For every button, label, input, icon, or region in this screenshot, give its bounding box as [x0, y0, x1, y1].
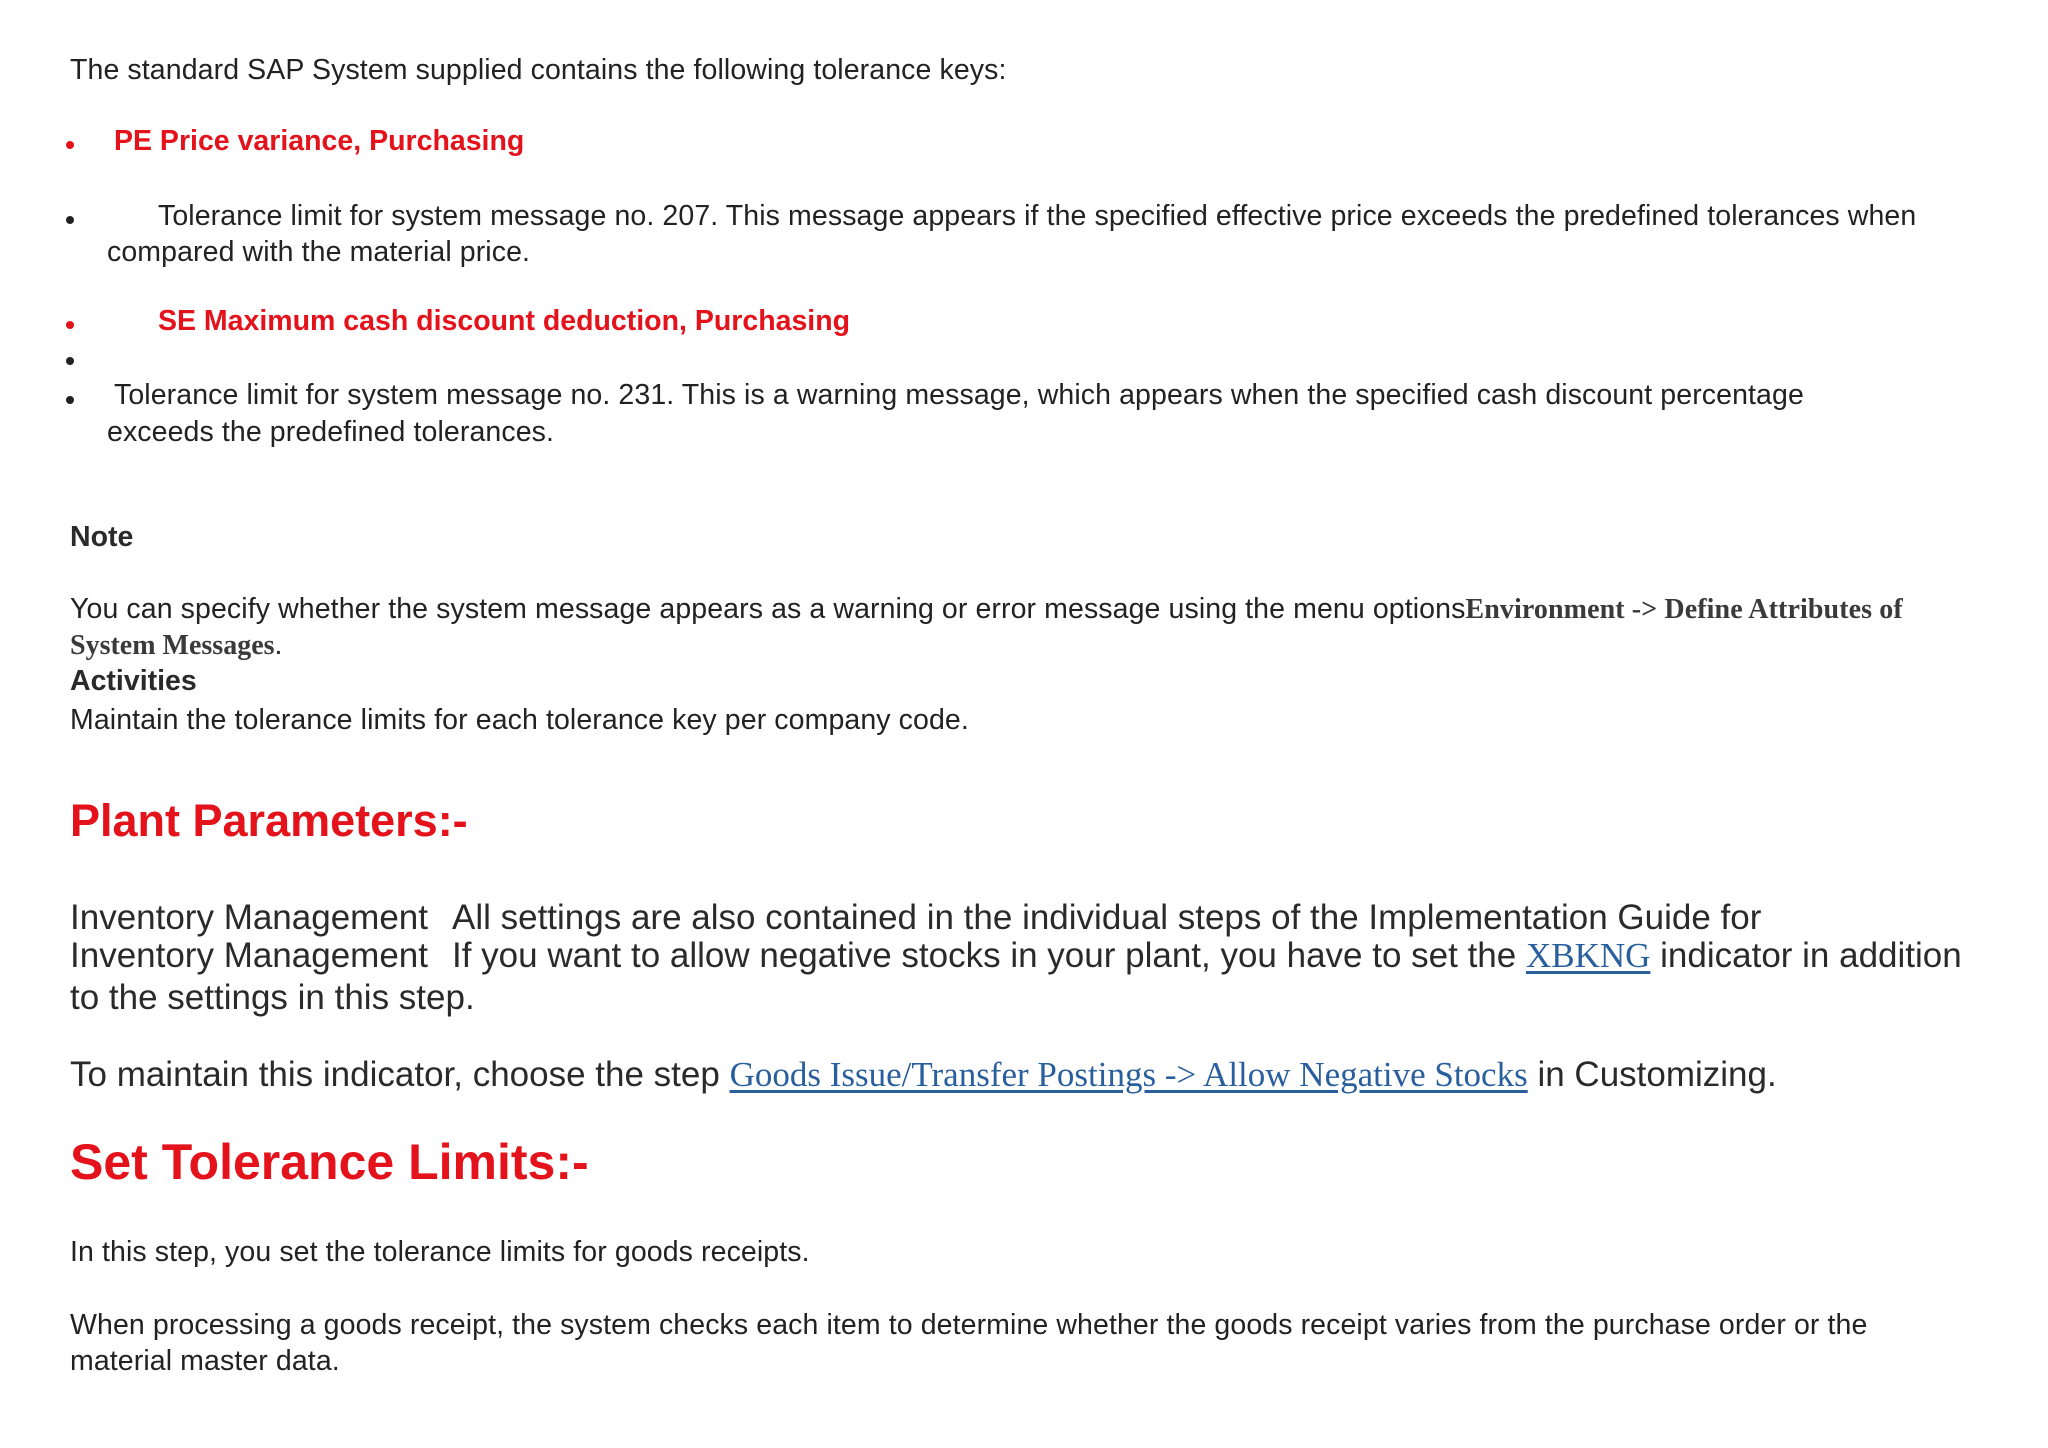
bullet-marker [66, 141, 74, 149]
note-body: You can specify whether the system message appears as a warning or error message using the menu options [70, 593, 1466, 625]
tolerance-para2-line1: When processing a goods receipt, the system checks each item to determine whether the goods receipt varies from the purchase order or the [70, 1309, 1868, 1341]
plant-line3-text: to the settings in this step. [70, 978, 475, 1017]
se-description-line2: exceeds the predefined tolerances. [107, 416, 555, 448]
plant-line2-before: If you want to allow negative stocks in your plant, you have to set the [452, 936, 1517, 975]
plant-line4-before: To maintain this indicator, choose the step [70, 1055, 720, 1094]
activities-heading: Activities [70, 665, 197, 697]
bullet-marker [66, 396, 74, 404]
menu-path-part2: System Messages [70, 630, 275, 661]
intro-text: The standard SAP System supplied contains the following tolerance keys: [70, 54, 1007, 86]
pe-description-line2: compared with the material price. [107, 236, 531, 268]
note-text-line2 [70, 629, 283, 662]
xbkng-link[interactable]: XBKNG [1525, 936, 1651, 975]
plant-line1-label: Inventory Management [70, 898, 428, 937]
plant-line4-text [70, 1055, 1777, 1095]
menu-path-part1: Environment -> Define Attributes of [1465, 594, 1903, 625]
note-text [70, 593, 1903, 626]
se-description-line1: Tolerance limit for system message no. 231. This is a warning message, which appears when the specified cash discount percentage [114, 379, 1804, 411]
bullet-marker [66, 321, 74, 329]
plant-parameters-heading: Plant Parameters:- [70, 795, 468, 846]
menu-path-end: . [274, 629, 283, 661]
negative-stocks-link[interactable]: Goods Issue/Transfer Postings -> Allow Negative Stocks [729, 1055, 1528, 1094]
plant-line4-after: in Customizing. [1537, 1055, 1777, 1094]
pe-heading: PE Price variance, Purchasing [114, 125, 525, 157]
tolerance-limits-heading: Set Tolerance Limits:- [70, 1134, 589, 1190]
activities-text: Maintain the tolerance limits for each tolerance key per company code. [70, 704, 969, 736]
tolerance-para1: In this step, you set the tolerance limits for goods receipts. [70, 1236, 810, 1268]
se-heading: SE Maximum cash discount deduction, Purchasing [158, 305, 851, 337]
plant-line2-text [452, 936, 1962, 976]
tolerance-para2-line2: material master data. [70, 1345, 340, 1377]
plant-line1-text: All settings are also contained in the individual steps of the Implementation Guide for [452, 898, 1762, 937]
plant-line2-label: Inventory Management [70, 936, 428, 975]
bullet-marker [66, 216, 74, 224]
bullet-marker [66, 357, 74, 365]
plant-line2-after: indicator in addition [1660, 936, 1962, 975]
note-heading: Note [70, 521, 134, 553]
pe-description-line1: Tolerance limit for system message no. 207. This message appears if the specified effective price exceeds the predefined tolerances when [158, 200, 1917, 232]
